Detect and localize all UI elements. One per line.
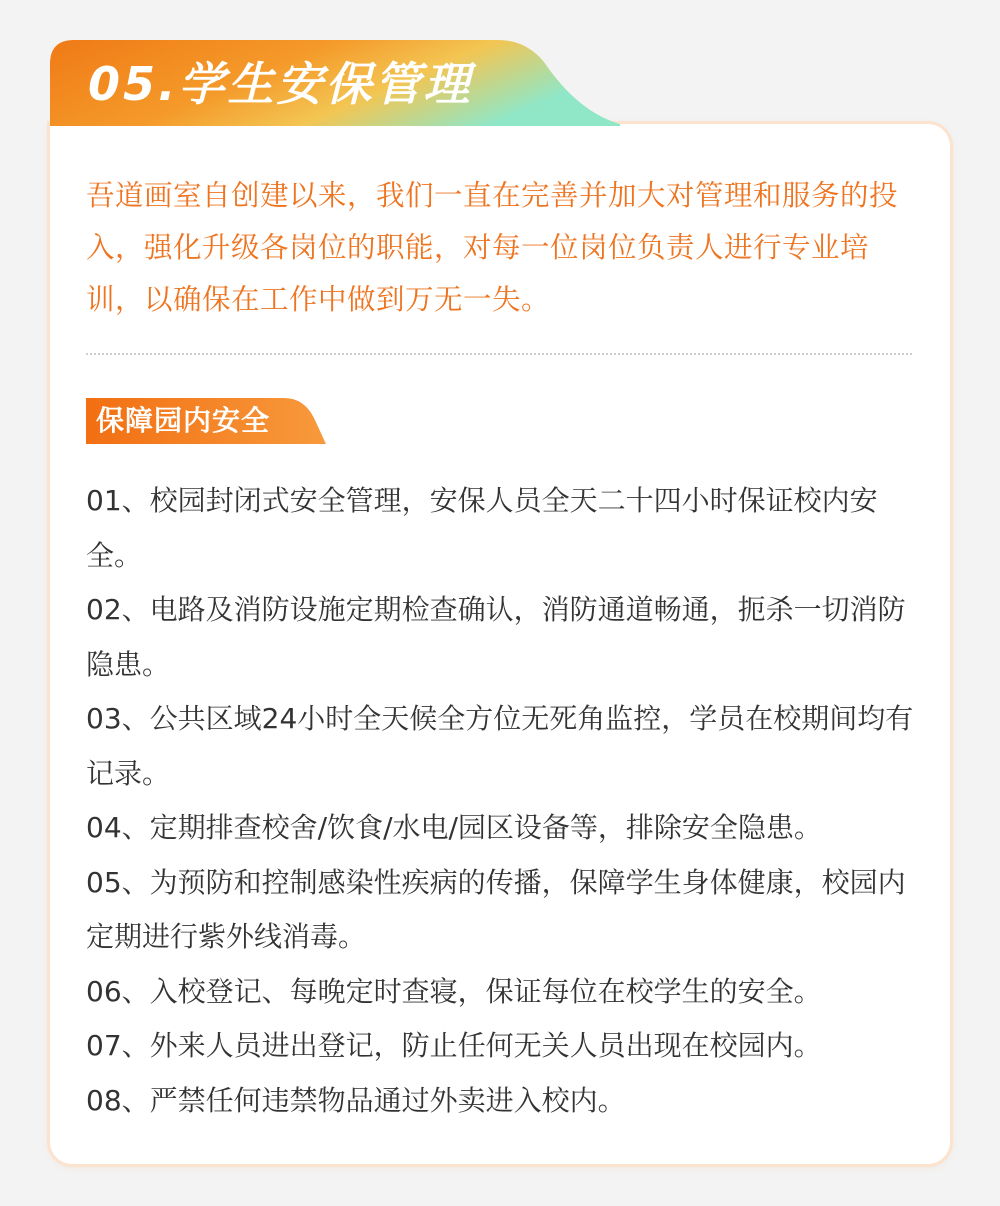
- dotted-divider: [86, 353, 912, 355]
- list-item: 06、入校登记、每晚定时查寝，保证每位在校学生的安全。: [86, 974, 822, 1008]
- list-item: 07、外来人员进出登记，防止任何无关人员出现在校园内。: [86, 1029, 822, 1062]
- list-item: 01、校园封闭式安全管理，安保人员全天二十四小时保证校内安全。: [86, 484, 878, 572]
- list-item: 05、为预防和控制感染性疾病的传播，保障学生身体健康，校园内定期进行紫外线消毒。: [86, 865, 906, 953]
- list-item: 08、严禁任何违禁物品通过外卖进入校内。: [86, 1083, 626, 1117]
- rules-list: [86, 474, 918, 1128]
- page-title: 05.学生安保管理: [88, 57, 473, 111]
- list-item: 02、电路及消防设施定期检查确认，消防通道畅通，扼杀一切消防隐患。: [86, 593, 906, 681]
- intro-paragraph: 吾道画室自创建以来，我们一直在完善并加大对管理和服务的投入，强化升级各岗位的职能，对每一位岗位负责人进行专业培训，以确保在工作中做到万无一失。: [86, 179, 899, 316]
- header-tab: [50, 40, 620, 126]
- list-item: 04、定期排查校舍/饮食/水电/园区设备等，排除安全隐患。: [86, 811, 822, 844]
- section-heading: [86, 398, 326, 444]
- list-item: 03、公共区域24小时全天候全方位无死角监控，学员在校期间均有记录。: [86, 702, 914, 790]
- section-heading-label: 保障园内安全: [96, 404, 271, 437]
